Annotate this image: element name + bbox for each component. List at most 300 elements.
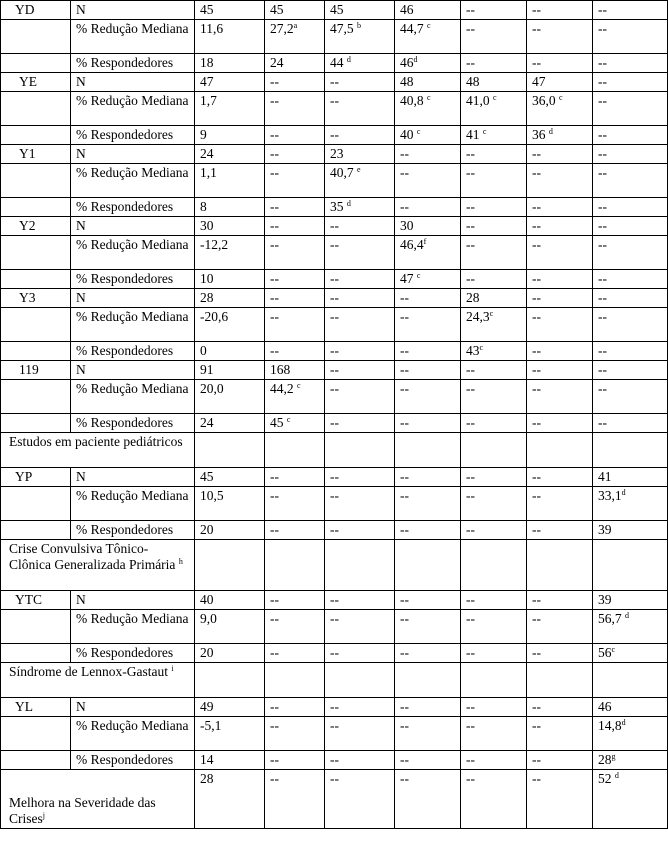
value-text: --: [330, 522, 339, 537]
value-cell: [395, 92, 461, 126]
value-text: --: [532, 718, 541, 733]
value-text: --: [330, 218, 339, 233]
value-text: --: [466, 199, 475, 214]
value-text: 28: [200, 290, 214, 305]
value-cell: [527, 92, 593, 126]
study-label: YTC: [1, 591, 71, 610]
value-cell: [461, 468, 527, 487]
value-text: --: [270, 237, 279, 252]
value-cell: [527, 487, 593, 521]
value-cell: [527, 770, 593, 829]
value-cell: [265, 342, 325, 361]
value-cell: [195, 342, 265, 361]
value-text: --: [466, 146, 475, 161]
value-text: --: [400, 752, 409, 767]
value-text: --: [270, 611, 279, 626]
value-text: 10: [200, 271, 214, 286]
footnote-marker: a: [293, 21, 298, 30]
value-text: 9: [200, 127, 207, 142]
value-cell: [265, 414, 325, 433]
value-cell: [527, 198, 593, 217]
value-text: 56,7: [598, 611, 625, 626]
value-text: --: [598, 21, 607, 36]
value-cell: [593, 380, 668, 414]
footnote-marker: e: [357, 165, 361, 174]
footnote-marker: d: [548, 127, 553, 136]
value-text: --: [270, 718, 279, 733]
value-text: 18: [200, 55, 214, 70]
value-text: --: [270, 218, 279, 233]
value-text: 43: [466, 343, 480, 358]
value-text: 47: [532, 74, 546, 89]
value-text: --: [532, 592, 541, 607]
value-cell: [325, 698, 395, 717]
value-text: --: [466, 165, 475, 180]
metric-label: N: [71, 361, 195, 380]
table-row: [1, 236, 668, 270]
footnote-marker: c: [427, 93, 431, 102]
table-row: [1, 717, 668, 751]
table-row: [1, 644, 668, 663]
section-title: Crise Convulsiva Tônico-Clônica Generalizada Primária: [9, 541, 176, 572]
value-text: --: [598, 199, 607, 214]
value-text: --: [400, 290, 409, 305]
value-text: --: [270, 522, 279, 537]
value-text: --: [400, 146, 409, 161]
value-text: --: [270, 290, 279, 305]
value-text: 20: [200, 522, 214, 537]
value-cell: [527, 217, 593, 236]
value-cell: [593, 521, 668, 540]
value-cell: [195, 717, 265, 751]
value-text: --: [466, 771, 475, 786]
value-text: 0: [200, 343, 207, 358]
metric-label: % Respondedores: [71, 521, 195, 540]
value-text: --: [270, 199, 279, 214]
value-text: 33,1: [598, 488, 622, 503]
table-row: [1, 342, 668, 361]
section-row: [1, 540, 668, 591]
metric-label: % Respondedores: [71, 644, 195, 663]
value-cell: [325, 717, 395, 751]
value-cell: [325, 308, 395, 342]
value-cell: [527, 164, 593, 198]
value-text: 44,7: [400, 21, 427, 36]
value-text: 46: [400, 55, 414, 70]
value-cell: [325, 342, 395, 361]
value-cell: [527, 236, 593, 270]
metric-label: % Respondedores: [71, 198, 195, 217]
value-text: 24: [270, 55, 284, 70]
value-cell: [325, 54, 395, 73]
value-text: --: [270, 469, 279, 484]
value-text: --: [270, 271, 279, 286]
section-header: [1, 663, 195, 698]
value-cell: [593, 198, 668, 217]
table-row: [1, 487, 668, 521]
value-cell: [593, 591, 668, 610]
value-cell: [395, 164, 461, 198]
value-text: 44: [330, 55, 347, 70]
value-cell: [195, 487, 265, 521]
footnote-marker: c: [611, 645, 616, 654]
value-text: --: [532, 469, 541, 484]
value-cell: [265, 751, 325, 770]
value-cell: [593, 73, 668, 92]
empty-cell: [325, 540, 395, 591]
value-text: --: [532, 488, 541, 503]
study-label: Y2: [1, 217, 71, 236]
value-cell: [527, 289, 593, 308]
value-text: --: [330, 752, 339, 767]
value-text: 10,5: [200, 488, 224, 503]
value-cell: [461, 54, 527, 73]
footnote-marker: c: [493, 93, 497, 102]
empty-cell: [527, 540, 593, 591]
value-text: --: [532, 146, 541, 161]
metric-label: N: [71, 698, 195, 717]
table-row: [1, 751, 668, 770]
study-label: YD: [1, 1, 71, 20]
value-text: 40: [200, 592, 214, 607]
metric-label: % Redução Mediana: [71, 20, 195, 54]
value-cell: [461, 380, 527, 414]
value-cell: [527, 361, 593, 380]
value-text: 39: [598, 592, 612, 607]
value-cell: [395, 521, 461, 540]
value-cell: [265, 54, 325, 73]
value-cell: [325, 20, 395, 54]
empty-cell: [395, 663, 461, 698]
value-text: --: [400, 699, 409, 714]
section-title: Síndrome de Lennox-Gastaut: [9, 664, 168, 679]
empty-cell: [195, 433, 265, 468]
value-cell: [195, 20, 265, 54]
metric-label: N: [71, 468, 195, 487]
value-text: --: [270, 127, 279, 142]
value-cell: [461, 308, 527, 342]
value-cell: [325, 145, 395, 164]
value-text: --: [270, 146, 279, 161]
metric-label: N: [71, 73, 195, 92]
study-cell: [1, 92, 71, 126]
table-row: [1, 289, 668, 308]
value-cell: [527, 20, 593, 54]
empty-cell: [325, 433, 395, 468]
value-cell: [395, 342, 461, 361]
value-cell: [593, 54, 668, 73]
value-text: --: [400, 343, 409, 358]
metric-label: N: [71, 1, 195, 20]
value-cell: [265, 487, 325, 521]
value-cell: [461, 717, 527, 751]
value-cell: [593, 610, 668, 644]
value-text: 41: [466, 127, 483, 142]
value-text: --: [270, 699, 279, 714]
value-cell: [265, 236, 325, 270]
value-text: --: [466, 752, 475, 767]
value-cell: [593, 414, 668, 433]
value-cell: [461, 126, 527, 145]
study-cell: [1, 610, 71, 644]
table-row: [1, 198, 668, 217]
value-cell: [593, 717, 668, 751]
value-text: 11,6: [200, 21, 224, 36]
empty-cell: [325, 663, 395, 698]
metric-label: % Redução Mediana: [71, 610, 195, 644]
metric-label: % Redução Mediana: [71, 717, 195, 751]
value-text: --: [532, 21, 541, 36]
value-cell: [325, 644, 395, 663]
value-cell: [195, 217, 265, 236]
value-text: --: [400, 199, 409, 214]
footnote-marker: g: [611, 752, 616, 761]
value-text: --: [400, 309, 409, 324]
value-cell: [195, 145, 265, 164]
value-text: --: [270, 771, 279, 786]
value-cell: [395, 361, 461, 380]
value-cell: [395, 73, 461, 92]
value-cell: [395, 20, 461, 54]
empty-cell: [527, 433, 593, 468]
value-text: 20: [200, 645, 214, 660]
metric-label: % Redução Mediana: [71, 236, 195, 270]
empty-cell: [265, 663, 325, 698]
footnote-marker: d: [625, 611, 629, 620]
value-cell: [593, 236, 668, 270]
study-cell: [1, 20, 71, 54]
value-text: --: [466, 55, 475, 70]
footnote-marker: d: [621, 718, 626, 727]
value-cell: [195, 380, 265, 414]
value-cell: [265, 20, 325, 54]
value-cell: [527, 751, 593, 770]
table-row: [1, 164, 668, 198]
value-cell: [461, 414, 527, 433]
value-cell: [593, 644, 668, 663]
footnote-marker: c: [416, 127, 421, 136]
table-row: [1, 468, 668, 487]
value-cell: [461, 751, 527, 770]
value-text: --: [466, 362, 475, 377]
value-cell: [527, 54, 593, 73]
value-cell: [461, 1, 527, 20]
value-cell: [395, 380, 461, 414]
value-text: --: [598, 343, 607, 358]
value-cell: [593, 164, 668, 198]
value-cell: [461, 236, 527, 270]
value-cell: [461, 342, 527, 361]
empty-cell: [593, 663, 668, 698]
value-cell: [265, 1, 325, 20]
section-row: [1, 663, 668, 698]
value-text: --: [598, 127, 607, 142]
value-text: --: [466, 718, 475, 733]
empty-cell: [395, 433, 461, 468]
value-cell: [395, 414, 461, 433]
value-cell: [325, 92, 395, 126]
value-cell: [265, 126, 325, 145]
value-text: 40,7: [330, 165, 357, 180]
value-text: 46: [598, 699, 612, 714]
table-row: [1, 73, 668, 92]
value-cell: [325, 164, 395, 198]
value-text: --: [532, 343, 541, 358]
value-text: --: [330, 488, 339, 503]
value-cell: [461, 361, 527, 380]
value-cell: [265, 270, 325, 289]
footnote-marker: c: [482, 127, 487, 136]
value-cell: [593, 308, 668, 342]
table-row: [1, 217, 668, 236]
value-cell: [265, 145, 325, 164]
value-cell: [593, 20, 668, 54]
value-cell: [325, 468, 395, 487]
value-cell: [593, 361, 668, 380]
efficacy-table-body: [1, 1, 668, 829]
metric-label: % Redução Mediana: [71, 92, 195, 126]
value-text: 28: [598, 752, 612, 767]
footnote-marker: i: [171, 664, 174, 673]
value-text: --: [532, 645, 541, 660]
value-text: --: [598, 362, 607, 377]
table-row: [1, 308, 668, 342]
value-cell: [395, 751, 461, 770]
study-cell: [1, 54, 71, 73]
value-text: 28: [200, 771, 214, 786]
value-text: --: [330, 309, 339, 324]
value-cell: [265, 217, 325, 236]
footnote-marker: d: [346, 199, 351, 208]
study-cell: [1, 342, 71, 361]
value-cell: [527, 521, 593, 540]
value-text: 46,4: [400, 237, 424, 252]
value-cell: [461, 644, 527, 663]
value-cell: [325, 380, 395, 414]
value-cell: [527, 414, 593, 433]
value-text: --: [400, 611, 409, 626]
value-cell: [527, 308, 593, 342]
value-cell: [461, 198, 527, 217]
table-row: [1, 361, 668, 380]
value-text: --: [598, 165, 607, 180]
value-text: --: [330, 290, 339, 305]
metric-label: % Respondedores: [71, 126, 195, 145]
improvement-title: Melhora na Severidade das Crises: [9, 795, 156, 826]
value-cell: [395, 198, 461, 217]
table-row: [1, 610, 668, 644]
metric-label: % Respondedores: [71, 414, 195, 433]
value-text: -5,1: [200, 718, 222, 733]
study-cell: [1, 487, 71, 521]
value-text: 47: [400, 271, 417, 286]
empty-cell: [461, 433, 527, 468]
value-cell: [265, 610, 325, 644]
value-cell: [195, 270, 265, 289]
value-text: --: [532, 218, 541, 233]
value-text: 40: [400, 127, 417, 142]
study-cell: [1, 308, 71, 342]
value-cell: [395, 217, 461, 236]
metric-label: % Respondedores: [71, 270, 195, 289]
value-text: --: [598, 309, 607, 324]
value-cell: [325, 414, 395, 433]
value-cell: [461, 521, 527, 540]
value-text: --: [532, 771, 541, 786]
value-cell: [395, 610, 461, 644]
table-row: [1, 126, 668, 145]
study-cell: [1, 126, 71, 145]
value-text: 49: [200, 699, 214, 714]
value-cell: [195, 289, 265, 308]
footnote-marker: c: [416, 271, 421, 280]
table-row: [1, 1, 668, 20]
value-text: --: [400, 381, 409, 396]
value-cell: [527, 342, 593, 361]
study-cell: [1, 414, 71, 433]
empty-cell: [593, 433, 668, 468]
value-cell: [593, 770, 668, 829]
metric-label: % Redução Mediana: [71, 308, 195, 342]
value-text: 41,0: [466, 93, 493, 108]
value-text: --: [466, 218, 475, 233]
value-cell: [527, 1, 593, 20]
value-cell: [195, 361, 265, 380]
value-text: --: [270, 165, 279, 180]
value-text: --: [400, 718, 409, 733]
value-text: --: [400, 645, 409, 660]
value-cell: [195, 1, 265, 20]
value-cell: [325, 521, 395, 540]
value-text: --: [330, 592, 339, 607]
value-text: --: [532, 309, 541, 324]
study-cell: [1, 164, 71, 198]
value-text: 14,8: [598, 718, 622, 733]
value-text: --: [270, 93, 279, 108]
empty-cell: [195, 663, 265, 698]
value-text: --: [532, 699, 541, 714]
value-cell: [195, 751, 265, 770]
study-cell: [1, 644, 71, 663]
empty-cell: [461, 540, 527, 591]
value-text: --: [466, 645, 475, 660]
study-label: YL: [1, 698, 71, 717]
value-text: 14: [200, 752, 214, 767]
value-text: 48: [400, 74, 414, 89]
value-cell: [195, 198, 265, 217]
value-text: --: [466, 488, 475, 503]
value-cell: [395, 717, 461, 751]
value-text: --: [330, 718, 339, 733]
value-text: 45: [330, 2, 344, 17]
footnote-marker: f: [423, 237, 427, 246]
value-text: --: [532, 611, 541, 626]
value-text: --: [330, 74, 339, 89]
value-cell: [325, 289, 395, 308]
value-text: 45: [270, 415, 287, 430]
value-text: 45: [200, 2, 214, 17]
value-cell: [395, 126, 461, 145]
footnote-marker: c: [297, 381, 301, 390]
value-cell: [461, 289, 527, 308]
study-cell: [1, 380, 71, 414]
value-text: 52: [598, 771, 615, 786]
study-cell: [1, 751, 71, 770]
value-text: 45: [270, 2, 284, 17]
value-cell: [395, 145, 461, 164]
value-text: --: [330, 237, 339, 252]
value-cell: [527, 380, 593, 414]
